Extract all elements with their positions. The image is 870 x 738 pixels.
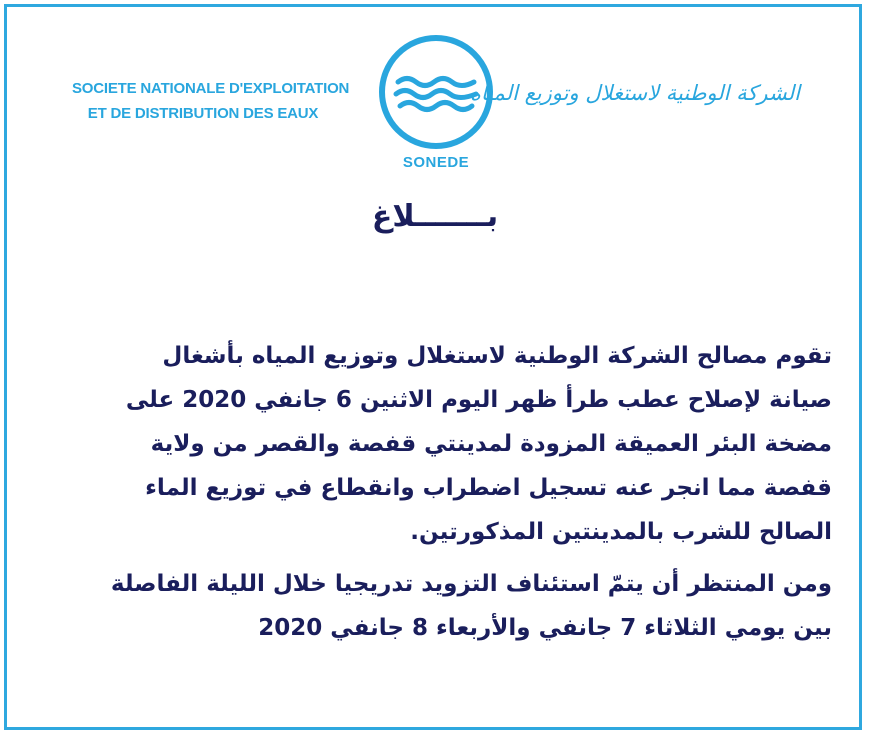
body-line: الصالح للشرب بالمدينتين المذكورتين. xyxy=(410,519,832,545)
logo-label: SONEDE xyxy=(402,154,470,171)
organization-name-french xyxy=(72,76,350,126)
announcement-body xyxy=(38,334,832,650)
paragraph-1 xyxy=(38,334,832,554)
org-name-fr-line-2: ET DE DISTRIBUTION DES EAUX xyxy=(87,105,319,122)
body-line: صيانة لإصلاح عطب طرأ ظهر اليوم الاثنين 6 جانفي 2020 على xyxy=(125,387,832,413)
org-name-fr-line-1: SOCIETE NATIONALE D'EXPLOITATION xyxy=(72,80,350,97)
body-line: قفصة مما انجر عنه تسجيل اضطراب وانقطاع في توزيع الماء xyxy=(145,475,832,501)
announcement-title: بـــــــلاغ xyxy=(371,199,499,234)
body-line: ومن المنتظر أن يتمّ استئناف التزويد تدريجيا خلال الليلة الفاصلة xyxy=(110,571,832,597)
paragraph-2 xyxy=(38,562,832,650)
organization-name-arabic: الشركة الوطنية لاستغلال وتوزيع المياه xyxy=(469,81,800,105)
body-line: مضخة البئر العميقة المزودة لمدينتي قفصة والقصر من ولاية xyxy=(150,431,832,457)
body-line: بين يومي الثلاثاء 7 جانفي والأربعاء 8 جانفي 2020 xyxy=(258,615,832,641)
body-line: تقوم مصالح الشركة الوطنية لاستغلال وتوزيع المياه بأشغال xyxy=(162,343,832,369)
